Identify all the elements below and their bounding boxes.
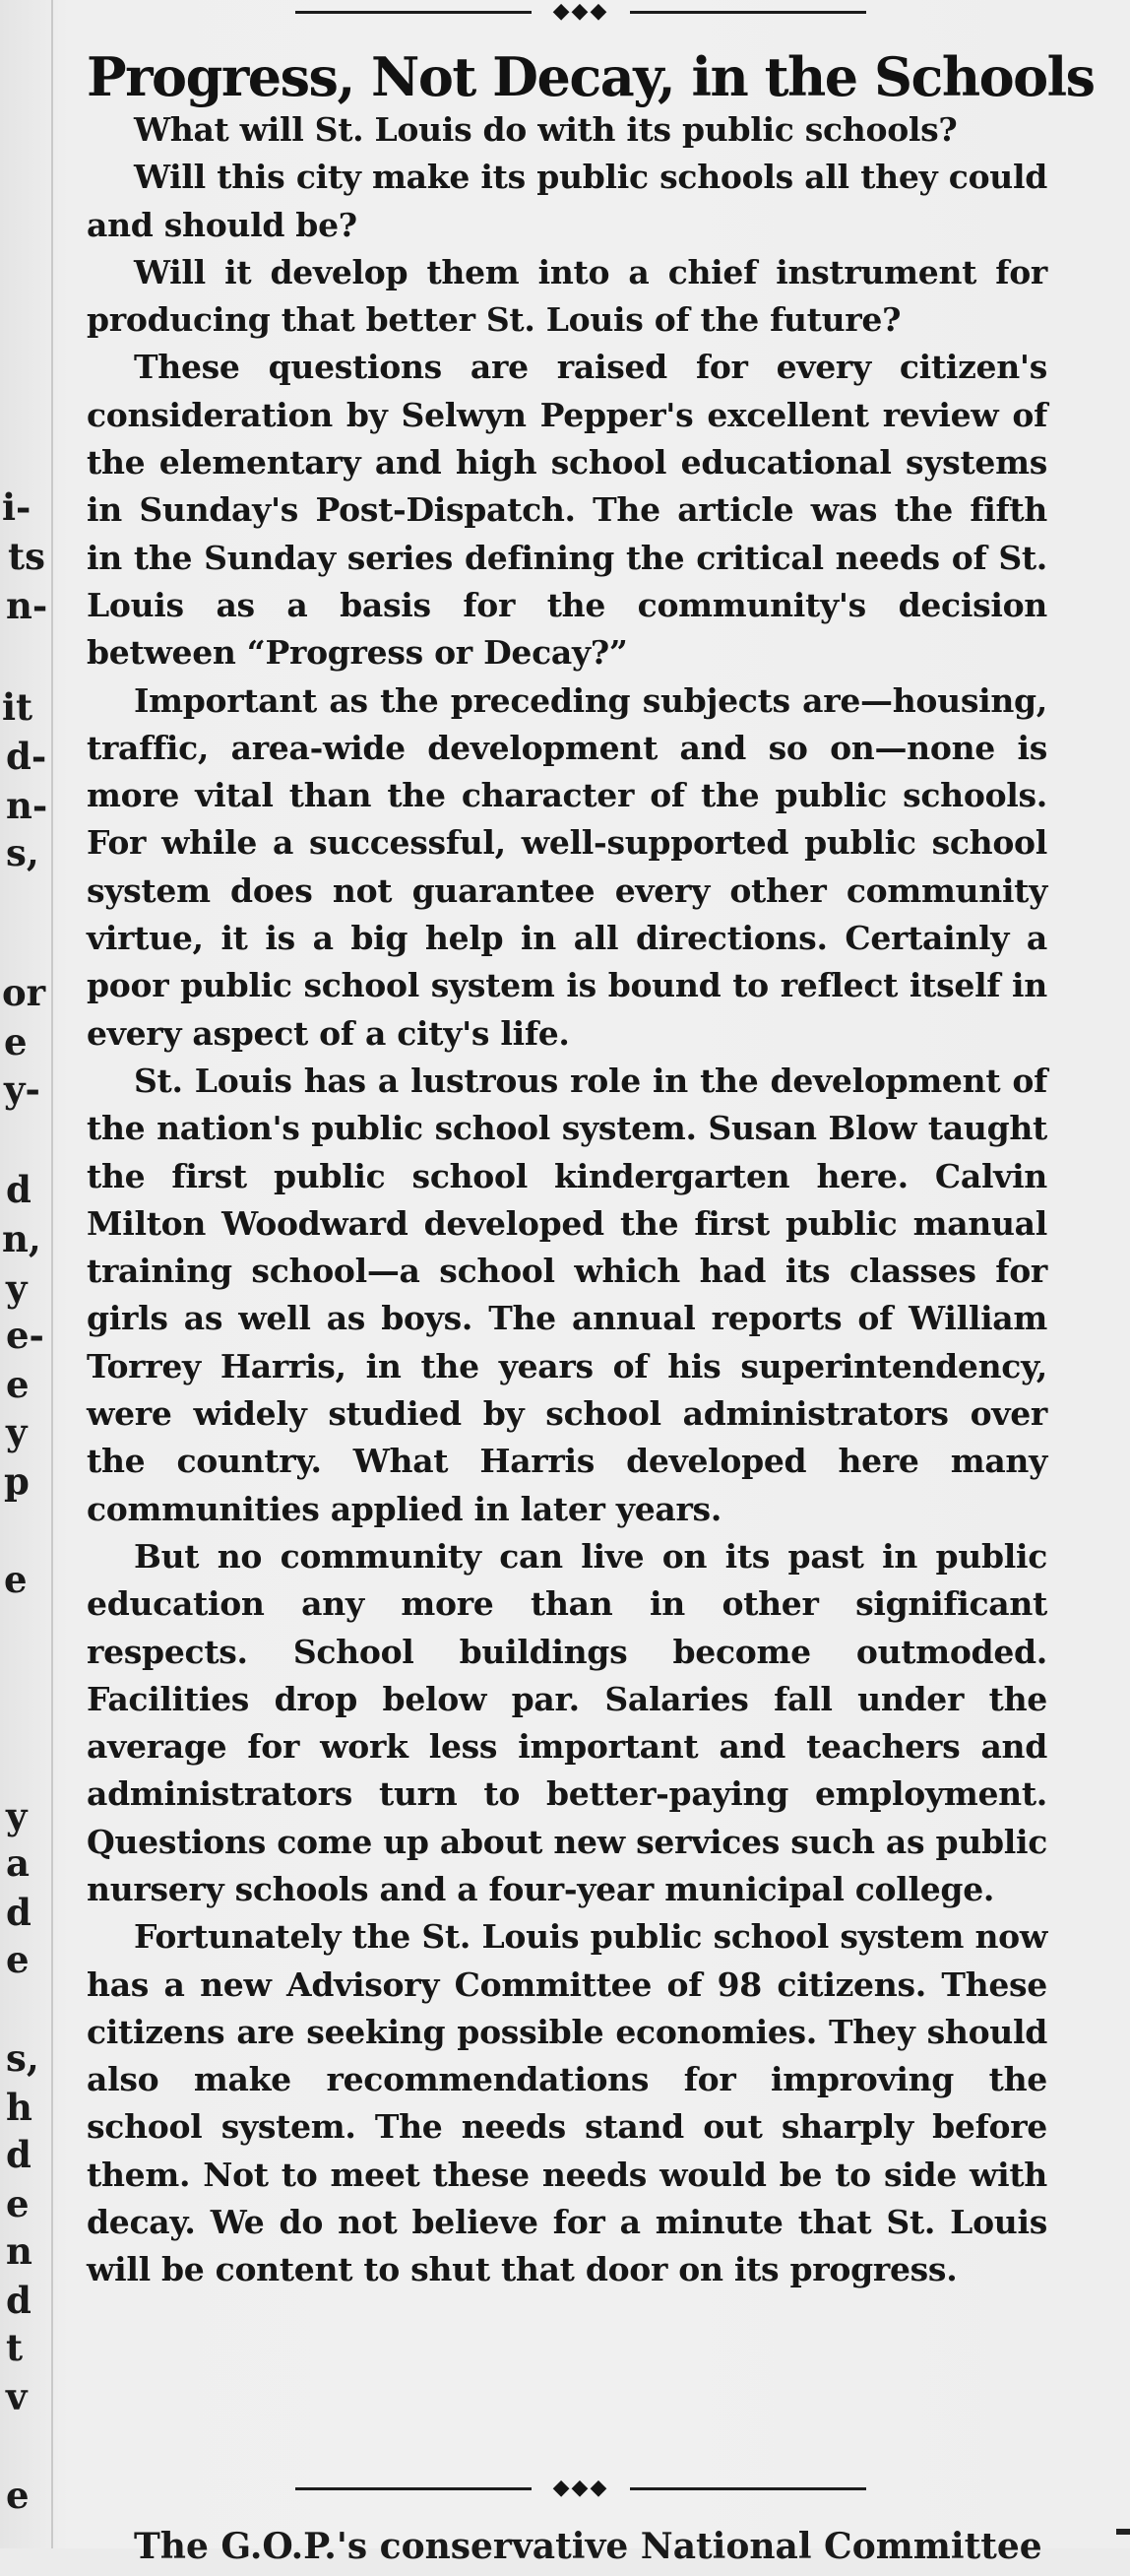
left-column-fragment: it bbox=[2, 685, 33, 729]
left-column-fragment: s, bbox=[6, 831, 39, 874]
left-column-fragment: a bbox=[6, 1841, 30, 1885]
bottom-ornament-divider bbox=[295, 2476, 866, 2500]
left-column-fragment: e bbox=[4, 1020, 28, 1063]
article-body bbox=[87, 106, 1047, 2294]
next-article-cutoff-line: The G.O.P.'s conservative National Committee bbox=[134, 2526, 1042, 2567]
paragraph: St. Louis has a lustrous role in the development of the nation's public school system. Susan Blow taught the first public school kindergarten here. Calvin Milton Woodward developed the first public manual training school—a school which had its classes for girls as well as boys. The annual reports of William Torrey Harris, in the years of his superintendency, were widely studied by school administrators over the country. What Harris developed here many communities applied in later years. bbox=[87, 1061, 1047, 1528]
left-column-fragment: n bbox=[6, 2229, 32, 2273]
diamond-ornament-icon: ◆◆◆ bbox=[552, 2476, 609, 2500]
left-column-fragment: p bbox=[4, 1459, 30, 1503]
left-column-fragment: d bbox=[6, 2279, 31, 2322]
top-ornament-divider bbox=[295, 2, 866, 22]
paragraph: What will St. Louis do with its public schools? bbox=[134, 110, 958, 149]
left-column-fragment: y bbox=[6, 1266, 28, 1310]
left-column-fragment: i- bbox=[2, 485, 31, 529]
left-column-fragment: n- bbox=[6, 784, 48, 827]
left-column-fragment: d- bbox=[6, 735, 47, 778]
page-edge-mark bbox=[1116, 2529, 1130, 2535]
diamond-ornament-icon: ◆◆◆ bbox=[552, 0, 609, 24]
left-column-fragment: or bbox=[2, 971, 46, 1014]
left-column-fragment: e bbox=[6, 2182, 30, 2225]
left-column-fragment: e bbox=[4, 1558, 28, 1601]
left-column-fragment: e bbox=[6, 1363, 30, 1406]
left-column-fragment: e bbox=[6, 1938, 30, 1981]
left-column-fragment: s, bbox=[6, 2036, 39, 2080]
left-column-fragment: y bbox=[6, 1794, 28, 1837]
paragraph: Will it develop them into a chief instrument for producing that better St. Louis of the future? bbox=[87, 252, 1047, 340]
left-column-fragment: n, bbox=[2, 1217, 41, 1260]
adjacent-column-fragments bbox=[0, 0, 48, 2548]
divider-line bbox=[295, 2487, 532, 2490]
left-column-fragment: e bbox=[6, 2474, 30, 2517]
left-column-fragment: d bbox=[6, 2133, 31, 2176]
left-column-fragment: y- bbox=[4, 1067, 40, 1111]
left-column-fragment: h bbox=[6, 2086, 32, 2129]
left-column-fragment: d bbox=[6, 1891, 31, 1934]
article-headline: Progress, Not Decay, in the Schools bbox=[87, 45, 1095, 108]
paragraph: These questions are raised for every citizen's consideration by Selwyn Pepper's excellent review of the elementary and high school educational systems in Sunday's Post-Dispatch. The article was the fifth in the Sunday series defining the critical needs of St. Louis as a basis for the community's decision between “Progress or Decay?” bbox=[87, 348, 1047, 673]
divider-line bbox=[295, 11, 532, 14]
paragraph: But no community can live on its past in public education any more than in other significant respects. School buildings become outmoded. Facilities drop below par. Salaries fall under the average for work less important and teachers and administrators turn to better-paying employment. Questions come up about new services such as public nursery schools and a four-year municipal college. bbox=[87, 1536, 1047, 1908]
left-column-fragment: n- bbox=[6, 584, 48, 627]
paragraph: Fortunately the St. Louis public school system now has a new Advisory Committee of 98 citizens. These citizens are seeking possible economies. They should also make recommendations for improving the school system. The needs stand out sharply before them. Not to meet these needs would be to side with decay. We do not believe for a minute that St. Louis will be content to shut that door on its progress. bbox=[87, 1917, 1047, 2289]
left-column-fragment: y bbox=[6, 1410, 28, 1453]
left-column-fragment: t bbox=[6, 2326, 24, 2369]
column-rule bbox=[51, 0, 53, 2548]
paragraph: Will this city make its public schools all they could and should be? bbox=[87, 158, 1047, 244]
left-column-fragment: ts bbox=[8, 535, 45, 578]
paragraph: Important as the preceding subjects are—housing, traffic, area-wide development and so on—none is more vital than the character of the public schools. For while a successful, well-supported public school system does not guarantee every other community virtue, it is a big help in all directions. Certainly a poor public school system is bound to reflect itself in every aspect of a city's life. bbox=[87, 680, 1047, 1053]
left-column-fragment: v bbox=[6, 2375, 28, 2418]
left-column-fragment: e- bbox=[6, 1314, 44, 1357]
divider-line bbox=[630, 2487, 866, 2490]
left-column-fragment: d bbox=[6, 1168, 31, 1211]
divider-line bbox=[630, 11, 866, 14]
